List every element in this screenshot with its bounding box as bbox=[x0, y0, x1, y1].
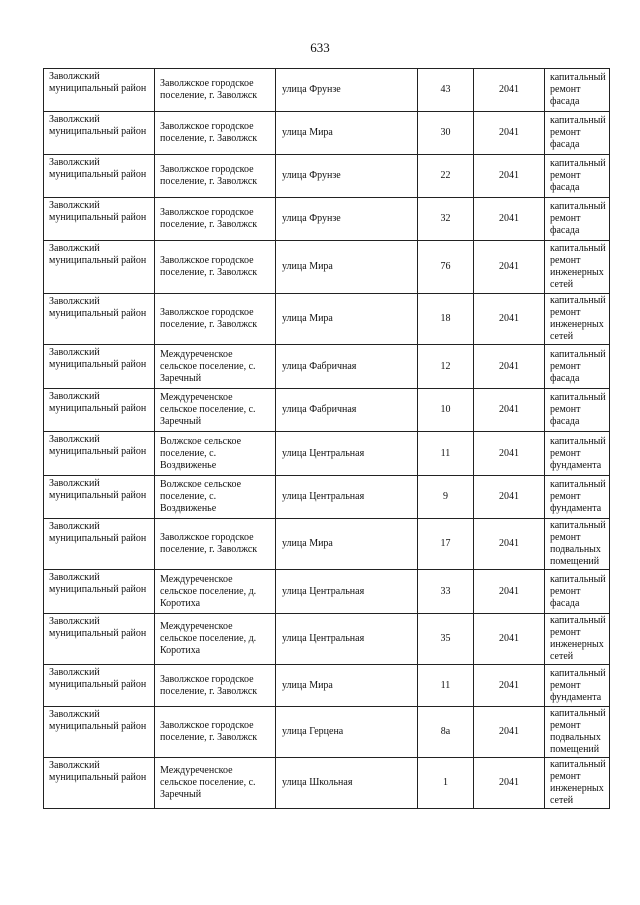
street-cell: улица Центральная bbox=[276, 476, 418, 519]
work-type-cell: капитальный ремонт фасада bbox=[545, 155, 610, 198]
table-row bbox=[44, 69, 610, 112]
year-cell: 2041 bbox=[474, 665, 545, 707]
table-row bbox=[44, 476, 610, 519]
work-type-cell: капитальный ремонт инженерных сетей bbox=[545, 614, 610, 665]
street-cell: улица Центральная bbox=[276, 570, 418, 614]
street-cell: улица Мира bbox=[276, 241, 418, 294]
district-cell: Заволжский муниципальный район bbox=[44, 241, 155, 294]
street-cell: улица Мира bbox=[276, 665, 418, 707]
work-type-cell: капитальный ремонт фасада bbox=[545, 198, 610, 241]
work-type-cell: капитальный ремонт фасада bbox=[545, 570, 610, 614]
district-cell: Заволжский муниципальный район bbox=[44, 614, 155, 665]
district-cell: Заволжский муниципальный район bbox=[44, 198, 155, 241]
house-number-cell: 11 bbox=[418, 432, 474, 476]
year-cell: 2041 bbox=[474, 614, 545, 665]
year-cell: 2041 bbox=[474, 476, 545, 519]
street-cell: улица Центральная bbox=[276, 432, 418, 476]
district-cell: Заволжский муниципальный район bbox=[44, 570, 155, 614]
work-type-cell: капитальный ремонт подвальных помещений bbox=[545, 519, 610, 570]
settlement-cell: Заволжское городское поселение, г. Заволжск bbox=[155, 112, 276, 155]
work-type-cell: капитальный ремонт инженерных сетей bbox=[545, 294, 610, 345]
work-type-cell: капитальный ремонт инженерных сетей bbox=[545, 241, 610, 294]
year-cell: 2041 bbox=[474, 294, 545, 345]
table-row bbox=[44, 112, 610, 155]
street-cell: улица Центральная bbox=[276, 614, 418, 665]
work-type-cell: капитальный ремонт фундамента bbox=[545, 432, 610, 476]
settlement-cell: Заволжское городское поселение, г. Заволжск bbox=[155, 294, 276, 345]
work-type-cell: капитальный ремонт инженерных сетей bbox=[545, 758, 610, 809]
house-number-cell: 17 bbox=[418, 519, 474, 570]
table-row bbox=[44, 345, 610, 389]
settlement-cell: Волжское сельское поселение, с. Воздвиженье bbox=[155, 476, 276, 519]
district-cell: Заволжский муниципальный район bbox=[44, 476, 155, 519]
table-row bbox=[44, 241, 610, 294]
year-cell: 2041 bbox=[474, 345, 545, 389]
table-row bbox=[44, 155, 610, 198]
year-cell: 2041 bbox=[474, 707, 545, 758]
settlement-cell: Заволжское городское поселение, г. Заволжск bbox=[155, 198, 276, 241]
year-cell: 2041 bbox=[474, 432, 545, 476]
district-cell: Заволжский муниципальный район bbox=[44, 707, 155, 758]
year-cell: 2041 bbox=[474, 69, 545, 112]
settlement-cell: Заволжское городское поселение, г. Заволжск bbox=[155, 707, 276, 758]
street-cell: улица Фрунзе bbox=[276, 155, 418, 198]
house-number-cell: 33 bbox=[418, 570, 474, 614]
street-cell: улица Мира bbox=[276, 112, 418, 155]
year-cell: 2041 bbox=[474, 389, 545, 432]
house-number-cell: 18 bbox=[418, 294, 474, 345]
house-number-cell: 35 bbox=[418, 614, 474, 665]
settlement-cell: Заволжское городское поселение, г. Заволжск bbox=[155, 241, 276, 294]
street-cell: улица Фабричная bbox=[276, 389, 418, 432]
district-cell: Заволжский муниципальный район bbox=[44, 665, 155, 707]
district-cell: Заволжский муниципальный район bbox=[44, 294, 155, 345]
settlement-cell: Междуреченское сельское поселение, д. Коротиха bbox=[155, 570, 276, 614]
street-cell: улица Школьная bbox=[276, 758, 418, 809]
table-row bbox=[44, 432, 610, 476]
work-type-cell: капитальный ремонт фундамента bbox=[545, 476, 610, 519]
district-cell: Заволжский муниципальный район bbox=[44, 69, 155, 112]
settlement-cell: Междуреченское сельское поселение, д. Коротиха bbox=[155, 614, 276, 665]
house-number-cell: 9 bbox=[418, 476, 474, 519]
settlement-cell: Междуреченское сельское поселение, с. Заречный bbox=[155, 389, 276, 432]
table-row bbox=[44, 614, 610, 665]
street-cell: улица Фабричная bbox=[276, 345, 418, 389]
house-number-cell: 12 bbox=[418, 345, 474, 389]
table-row bbox=[44, 665, 610, 707]
district-cell: Заволжский муниципальный район bbox=[44, 112, 155, 155]
table-row bbox=[44, 758, 610, 809]
work-type-cell: капитальный ремонт подвальных помещений bbox=[545, 707, 610, 758]
house-number-cell: 76 bbox=[418, 241, 474, 294]
street-cell: улица Фрунзе bbox=[276, 198, 418, 241]
district-cell: Заволжский муниципальный район bbox=[44, 519, 155, 570]
settlement-cell: Волжское сельское поселение, с. Воздвиженье bbox=[155, 432, 276, 476]
year-cell: 2041 bbox=[474, 241, 545, 294]
work-type-cell: капитальный ремонт фасада bbox=[545, 345, 610, 389]
district-cell: Заволжский муниципальный район bbox=[44, 345, 155, 389]
repair-schedule-table bbox=[43, 68, 610, 809]
work-type-cell: капитальный ремонт фасада bbox=[545, 389, 610, 432]
table-row bbox=[44, 707, 610, 758]
house-number-cell: 8а bbox=[418, 707, 474, 758]
table-row bbox=[44, 294, 610, 345]
year-cell: 2041 bbox=[474, 198, 545, 241]
house-number-cell: 1 bbox=[418, 758, 474, 809]
year-cell: 2041 bbox=[474, 155, 545, 198]
settlement-cell: Междуреченское сельское поселение, с. Заречный bbox=[155, 758, 276, 809]
house-number-cell: 11 bbox=[418, 665, 474, 707]
street-cell: улица Герцена bbox=[276, 707, 418, 758]
house-number-cell: 10 bbox=[418, 389, 474, 432]
year-cell: 2041 bbox=[474, 758, 545, 809]
street-cell: улица Фрунзе bbox=[276, 69, 418, 112]
house-number-cell: 30 bbox=[418, 112, 474, 155]
year-cell: 2041 bbox=[474, 570, 545, 614]
district-cell: Заволжский муниципальный район bbox=[44, 155, 155, 198]
house-number-cell: 43 bbox=[418, 69, 474, 112]
house-number-cell: 22 bbox=[418, 155, 474, 198]
district-cell: Заволжский муниципальный район bbox=[44, 758, 155, 809]
district-cell: Заволжский муниципальный район bbox=[44, 432, 155, 476]
page-number: 633 bbox=[310, 40, 330, 55]
year-cell: 2041 bbox=[474, 112, 545, 155]
table-row bbox=[44, 198, 610, 241]
street-cell: улица Мира bbox=[276, 519, 418, 570]
district-cell: Заволжский муниципальный район bbox=[44, 389, 155, 432]
table-row bbox=[44, 389, 610, 432]
table-row bbox=[44, 519, 610, 570]
settlement-cell: Заволжское городское поселение, г. Заволжск bbox=[155, 155, 276, 198]
house-number-cell: 32 bbox=[418, 198, 474, 241]
street-cell: улица Мира bbox=[276, 294, 418, 345]
settlement-cell: Междуреченское сельское поселение, с. Заречный bbox=[155, 345, 276, 389]
work-type-cell: капитальный ремонт фасада bbox=[545, 69, 610, 112]
work-type-cell: капитальный ремонт фасада bbox=[545, 112, 610, 155]
settlement-cell: Заволжское городское поселение, г. Заволжск bbox=[155, 665, 276, 707]
year-cell: 2041 bbox=[474, 519, 545, 570]
settlement-cell: Заволжское городское поселение, г. Заволжск bbox=[155, 519, 276, 570]
settlement-cell: Заволжское городское поселение, г. Заволжск bbox=[155, 69, 276, 112]
table-row bbox=[44, 570, 610, 614]
work-type-cell: капитальный ремонт фундамента bbox=[545, 665, 610, 707]
